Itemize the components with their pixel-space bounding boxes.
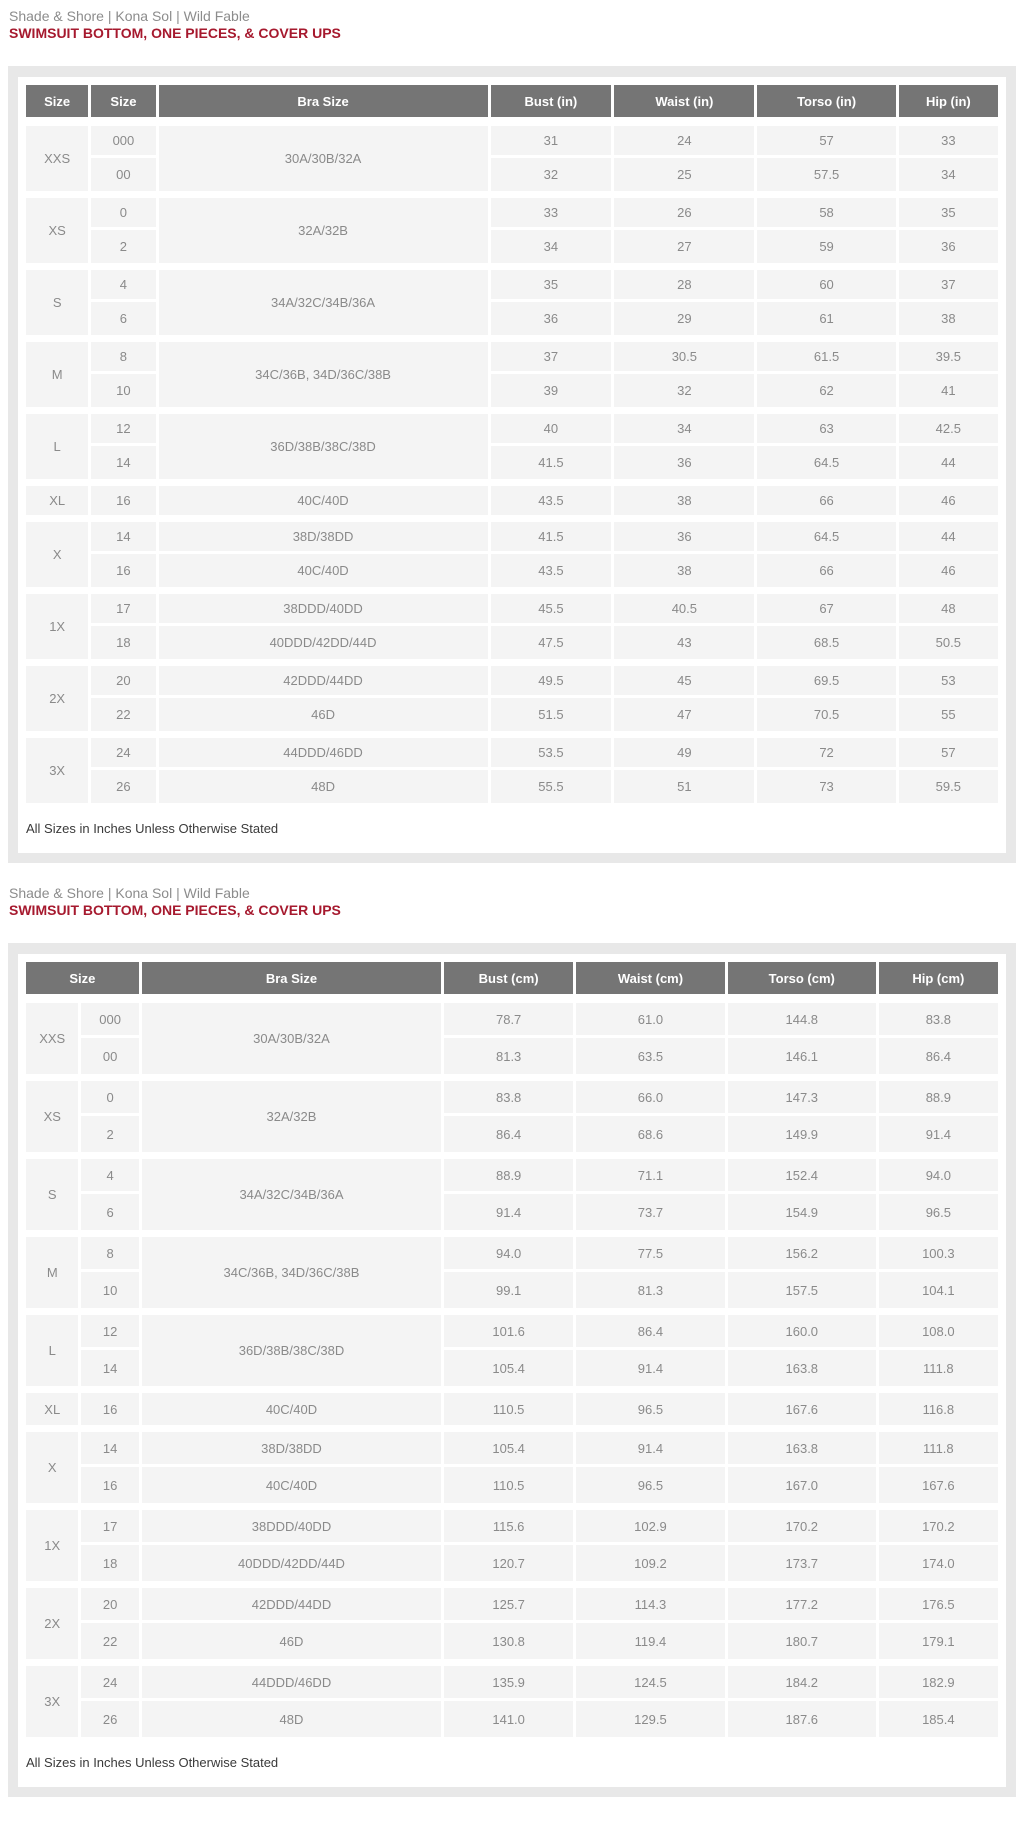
measurement-cell: 119.4	[576, 1623, 725, 1659]
measurement-cell: 57	[899, 734, 998, 767]
numeric-size-cell: 0	[91, 194, 155, 227]
measurement-cell: 47	[614, 698, 754, 731]
bra-size-cell: 40C/40D	[159, 554, 488, 587]
bra-size-cell: 38DDD/40DD	[142, 1506, 442, 1542]
measurement-cell: 180.7	[728, 1623, 876, 1659]
measurement-cell: 86.4	[444, 1116, 573, 1152]
table-row	[26, 554, 998, 587]
table-row	[26, 1584, 998, 1620]
column-header: Size	[26, 85, 88, 119]
size-group-cell: 2X	[26, 662, 88, 731]
bra-size-cell: 36D/38B/38C/38D	[142, 1311, 442, 1386]
measurement-cell: 185.4	[879, 1701, 998, 1737]
numeric-size-cell: 12	[81, 1311, 138, 1347]
size-chart-table-inches	[23, 82, 1001, 806]
brands-line: Shade & Shore | Kona Sol | Wild Fable	[9, 8, 250, 24]
cm-size-chart-panel	[8, 943, 1016, 1797]
measurement-cell: 67	[757, 590, 895, 623]
measurement-cell: 125.7	[444, 1584, 573, 1620]
measurement-cell: 46	[899, 554, 998, 587]
table-row	[26, 999, 998, 1035]
measurement-cell: 135.9	[444, 1662, 573, 1698]
measurement-cell: 71.1	[576, 1155, 725, 1191]
bra-size-cell: 38D/38DD	[159, 518, 488, 551]
measurement-cell: 94.0	[879, 1155, 998, 1191]
numeric-size-cell: 8	[81, 1233, 138, 1269]
measurement-cell: 105.4	[444, 1428, 573, 1464]
measurement-cell: 72	[757, 734, 895, 767]
measurement-cell: 63	[757, 410, 895, 443]
measurement-cell: 48	[899, 590, 998, 623]
measurement-cell: 86.4	[576, 1311, 725, 1347]
measurement-cell: 146.1	[728, 1038, 876, 1074]
measurement-cell: 105.4	[444, 1350, 573, 1386]
measurement-cell: 49.5	[491, 662, 612, 695]
measurement-cell: 64.5	[757, 518, 895, 551]
numeric-size-cell: 17	[91, 590, 155, 623]
measurement-cell: 154.9	[728, 1194, 876, 1230]
bra-size-cell: 32A/32B	[159, 194, 488, 263]
measurement-cell: 35	[899, 194, 998, 227]
size-group-cell: S	[26, 1155, 78, 1230]
measurement-cell: 179.1	[879, 1623, 998, 1659]
measurement-cell: 173.7	[728, 1545, 876, 1581]
measurement-cell: 167.6	[879, 1467, 998, 1503]
measurement-cell: 129.5	[576, 1701, 725, 1737]
measurement-cell: 149.9	[728, 1116, 876, 1152]
measurement-cell: 32	[614, 374, 754, 407]
measurement-cell: 96.5	[576, 1467, 725, 1503]
measurement-cell: 61.0	[576, 999, 725, 1035]
numeric-size-cell: 2	[91, 230, 155, 263]
bra-size-cell: 34C/36B, 34D/36C/38B	[142, 1233, 442, 1308]
measurement-cell: 96.5	[879, 1194, 998, 1230]
measurement-cell: 110.5	[444, 1467, 573, 1503]
measurement-cell: 163.8	[728, 1428, 876, 1464]
measurement-cell: 115.6	[444, 1506, 573, 1542]
measurement-cell: 141.0	[444, 1701, 573, 1737]
measurement-cell: 116.8	[879, 1389, 998, 1425]
measurement-cell: 124.5	[576, 1662, 725, 1698]
measurement-cell: 34	[614, 410, 754, 443]
table-row	[26, 518, 998, 551]
measurement-cell: 147.3	[728, 1077, 876, 1113]
measurement-cell: 104.1	[879, 1272, 998, 1308]
measurement-cell: 66	[757, 554, 895, 587]
measurement-cell: 57	[757, 122, 895, 155]
size-group-cell: 1X	[26, 1506, 78, 1581]
numeric-size-cell: 26	[91, 770, 155, 803]
size-group-cell: XXS	[26, 999, 78, 1074]
measurement-cell: 68.5	[757, 626, 895, 659]
size-group-cell: S	[26, 266, 88, 335]
measurement-cell: 51.5	[491, 698, 612, 731]
bra-size-cell: 48D	[142, 1701, 442, 1737]
measurement-cell: 69.5	[757, 662, 895, 695]
measurement-cell: 29	[614, 302, 754, 335]
inches-size-chart-panel	[8, 66, 1016, 863]
measurement-cell: 102.9	[576, 1506, 725, 1542]
numeric-size-cell: 00	[81, 1038, 138, 1074]
measurement-cell: 32	[491, 158, 612, 191]
column-header: Hip (in)	[899, 85, 998, 119]
measurement-cell: 44	[899, 446, 998, 479]
bra-size-cell: 42DDD/44DD	[159, 662, 488, 695]
measurement-cell: 177.2	[728, 1584, 876, 1620]
measurement-cell: 60	[757, 266, 895, 299]
numeric-size-cell: 4	[81, 1155, 138, 1191]
measurement-cell: 47.5	[491, 626, 612, 659]
measurement-cell: 96.5	[576, 1389, 725, 1425]
measurement-cell: 108.0	[879, 1311, 998, 1347]
size-group-cell: L	[26, 410, 88, 479]
measurement-cell: 41	[899, 374, 998, 407]
measurement-cell: 49	[614, 734, 754, 767]
measurement-cell: 62	[757, 374, 895, 407]
measurement-cell: 182.9	[879, 1662, 998, 1698]
table-row	[26, 1545, 998, 1581]
size-group-cell: L	[26, 1311, 78, 1386]
bra-size-cell: 42DDD/44DD	[142, 1584, 442, 1620]
measurement-cell: 156.2	[728, 1233, 876, 1269]
numeric-size-cell: 8	[91, 338, 155, 371]
table-row	[26, 770, 998, 803]
page-title: SWIMSUIT BOTTOM, ONE PIECES, & COVER UPS	[9, 902, 341, 918]
measurement-cell: 43.5	[491, 482, 612, 515]
measurement-cell: 36	[491, 302, 612, 335]
measurement-cell: 120.7	[444, 1545, 573, 1581]
measurement-cell: 28	[614, 266, 754, 299]
size-group-cell: 3X	[26, 734, 88, 803]
measurement-cell: 51	[614, 770, 754, 803]
numeric-size-cell: 10	[91, 374, 155, 407]
table-row	[26, 626, 998, 659]
numeric-size-cell: 12	[91, 410, 155, 443]
bra-size-cell: 48D	[159, 770, 488, 803]
measurement-cell: 81.3	[576, 1272, 725, 1308]
measurement-cell: 45	[614, 662, 754, 695]
measurement-cell: 61	[757, 302, 895, 335]
measurement-cell: 73	[757, 770, 895, 803]
size-group-cell: 2X	[26, 1584, 78, 1659]
column-header: Torso (in)	[757, 85, 895, 119]
table-row	[26, 1467, 998, 1503]
measurement-cell: 42.5	[899, 410, 998, 443]
numeric-size-cell: 16	[81, 1389, 138, 1425]
column-header: Bust (cm)	[444, 962, 573, 996]
table-row	[26, 1389, 998, 1425]
bra-size-cell: 34A/32C/34B/36A	[142, 1155, 442, 1230]
bra-size-cell: 46D	[142, 1623, 442, 1659]
numeric-size-cell: 26	[81, 1701, 138, 1737]
size-group-cell: XL	[26, 482, 88, 515]
table-row	[26, 590, 998, 623]
measurement-cell: 38	[899, 302, 998, 335]
measurement-cell: 61.5	[757, 338, 895, 371]
measurement-cell: 26	[614, 194, 754, 227]
numeric-size-cell: 6	[81, 1194, 138, 1230]
numeric-size-cell: 2	[81, 1116, 138, 1152]
measurement-cell: 109.2	[576, 1545, 725, 1581]
size-group-cell: M	[26, 338, 88, 407]
measurement-cell: 35	[491, 266, 612, 299]
size-chart-table-cm	[23, 959, 1001, 1740]
numeric-size-cell: 24	[91, 734, 155, 767]
brands-line: Shade & Shore | Kona Sol | Wild Fable	[9, 885, 250, 901]
page-title: SWIMSUIT BOTTOM, ONE PIECES, & COVER UPS	[9, 25, 341, 41]
table-row	[26, 1155, 998, 1191]
measurement-cell: 50.5	[899, 626, 998, 659]
inches-size-chart-section	[8, 8, 1016, 863]
measurement-cell: 174.0	[879, 1545, 998, 1581]
size-group-cell: X	[26, 518, 88, 587]
table-row	[26, 1662, 998, 1698]
measurement-cell: 78.7	[444, 999, 573, 1035]
bra-size-cell: 40C/40D	[142, 1389, 442, 1425]
bra-size-cell: 40DDD/42DD/44D	[159, 626, 488, 659]
bra-size-cell: 40C/40D	[159, 482, 488, 515]
column-header: Torso (cm)	[728, 962, 876, 996]
cm-size-chart-section	[8, 885, 1016, 1797]
table-row	[26, 734, 998, 767]
measurement-cell: 41.5	[491, 518, 612, 551]
column-header: Hip (cm)	[879, 962, 998, 996]
measurement-cell: 91.4	[879, 1116, 998, 1152]
measurement-cell: 77.5	[576, 1233, 725, 1269]
measurement-cell: 46	[899, 482, 998, 515]
column-header: Size	[91, 85, 155, 119]
measurement-cell: 91.4	[576, 1428, 725, 1464]
table-row	[26, 662, 998, 695]
measurement-cell: 86.4	[879, 1038, 998, 1074]
measurement-cell: 37	[491, 338, 612, 371]
measurement-cell: 111.8	[879, 1428, 998, 1464]
measurement-cell: 36	[899, 230, 998, 263]
measurement-cell: 66	[757, 482, 895, 515]
measurement-cell: 152.4	[728, 1155, 876, 1191]
table-row	[26, 266, 998, 299]
bra-size-cell: 38D/38DD	[142, 1428, 442, 1464]
measurement-cell: 63.5	[576, 1038, 725, 1074]
bra-size-cell: 30A/30B/32A	[142, 999, 442, 1074]
table-row	[26, 122, 998, 155]
measurement-cell: 41.5	[491, 446, 612, 479]
measurement-cell: 53	[899, 662, 998, 695]
measurement-cell: 83.8	[879, 999, 998, 1035]
numeric-size-cell: 0	[81, 1077, 138, 1113]
measurement-cell: 36	[614, 446, 754, 479]
measurement-cell: 33	[491, 194, 612, 227]
measurement-cell: 57.5	[757, 158, 895, 191]
measurement-cell: 100.3	[879, 1233, 998, 1269]
measurement-cell: 73.7	[576, 1194, 725, 1230]
bra-size-cell: 40DDD/42DD/44D	[142, 1545, 442, 1581]
table-row	[26, 194, 998, 227]
bra-size-cell: 44DDD/46DD	[142, 1662, 442, 1698]
measurement-cell: 34	[491, 230, 612, 263]
size-group-cell: XS	[26, 194, 88, 263]
numeric-size-cell: 16	[91, 482, 155, 515]
table-row	[26, 1428, 998, 1464]
bra-size-cell: 46D	[159, 698, 488, 731]
measurement-cell: 58	[757, 194, 895, 227]
measurement-cell: 55.5	[491, 770, 612, 803]
bra-size-cell: 30A/30B/32A	[159, 122, 488, 191]
column-header: Size	[26, 962, 139, 996]
measurement-cell: 144.8	[728, 999, 876, 1035]
measurement-cell: 27	[614, 230, 754, 263]
measurement-cell: 59.5	[899, 770, 998, 803]
column-header: Bra Size	[142, 962, 442, 996]
numeric-size-cell: 16	[91, 554, 155, 587]
table-row	[26, 482, 998, 515]
measurement-cell: 55	[899, 698, 998, 731]
measurement-cell: 25	[614, 158, 754, 191]
table-row	[26, 1311, 998, 1347]
measurement-cell: 31	[491, 122, 612, 155]
numeric-size-cell: 18	[91, 626, 155, 659]
size-group-cell: XL	[26, 1389, 78, 1425]
numeric-size-cell: 14	[81, 1428, 138, 1464]
measurement-cell: 66.0	[576, 1077, 725, 1113]
size-group-cell: X	[26, 1428, 78, 1503]
size-group-cell: M	[26, 1233, 78, 1308]
measurement-cell: 167.6	[728, 1389, 876, 1425]
size-group-cell: XS	[26, 1077, 78, 1152]
numeric-size-cell: 14	[81, 1350, 138, 1386]
numeric-size-cell: 000	[81, 999, 138, 1035]
measurement-cell: 111.8	[879, 1350, 998, 1386]
measurement-cell: 88.9	[879, 1077, 998, 1113]
numeric-size-cell: 16	[81, 1467, 138, 1503]
measurement-cell: 68.6	[576, 1116, 725, 1152]
measurement-cell: 39	[491, 374, 612, 407]
measurement-cell: 101.6	[444, 1311, 573, 1347]
measurement-cell: 170.2	[728, 1506, 876, 1542]
measurement-cell: 88.9	[444, 1155, 573, 1191]
numeric-size-cell: 20	[91, 662, 155, 695]
measurement-cell: 37	[899, 266, 998, 299]
measurement-cell: 167.0	[728, 1467, 876, 1503]
measurement-cell: 64.5	[757, 446, 895, 479]
bra-size-cell: 36D/38B/38C/38D	[159, 410, 488, 479]
table-row	[26, 1233, 998, 1269]
table-row	[26, 1506, 998, 1542]
measurement-cell: 34	[899, 158, 998, 191]
bra-size-cell: 44DDD/46DD	[159, 734, 488, 767]
column-header: Bra Size	[159, 85, 488, 119]
size-group-cell: 1X	[26, 590, 88, 659]
bra-size-cell: 34C/36B, 34D/36C/38B	[159, 338, 488, 407]
numeric-size-cell: 000	[91, 122, 155, 155]
size-group-cell: XXS	[26, 122, 88, 191]
numeric-size-cell: 22	[81, 1623, 138, 1659]
table-row	[26, 338, 998, 371]
measurement-cell: 38	[614, 482, 754, 515]
measurement-cell: 184.2	[728, 1662, 876, 1698]
bra-size-cell: 40C/40D	[142, 1467, 442, 1503]
measurement-cell: 114.3	[576, 1584, 725, 1620]
header-row	[26, 962, 998, 996]
bra-size-cell: 32A/32B	[142, 1077, 442, 1152]
bra-size-cell: 38DDD/40DD	[159, 590, 488, 623]
measurement-cell: 40.5	[614, 590, 754, 623]
measurement-cell: 160.0	[728, 1311, 876, 1347]
measurement-cell: 170.2	[879, 1506, 998, 1542]
column-header: Waist (cm)	[576, 962, 725, 996]
measurement-cell: 99.1	[444, 1272, 573, 1308]
measurement-cell: 38	[614, 554, 754, 587]
column-header: Bust (in)	[491, 85, 612, 119]
measurement-cell: 81.3	[444, 1038, 573, 1074]
measurement-cell: 94.0	[444, 1233, 573, 1269]
numeric-size-cell: 10	[81, 1272, 138, 1308]
table-row	[26, 410, 998, 443]
measurement-cell: 43	[614, 626, 754, 659]
measurement-cell: 36	[614, 518, 754, 551]
measurement-cell: 70.5	[757, 698, 895, 731]
measurement-cell: 91.4	[576, 1350, 725, 1386]
measurement-cell: 45.5	[491, 590, 612, 623]
measurement-cell: 91.4	[444, 1194, 573, 1230]
table-row	[26, 1701, 998, 1737]
numeric-size-cell: 24	[81, 1662, 138, 1698]
table-row	[26, 1623, 998, 1659]
measurement-cell: 110.5	[444, 1389, 573, 1425]
footnote: All Sizes in Inches Unless Otherwise Stated	[23, 806, 1001, 853]
footnote: All Sizes in Inches Unless Otherwise Stated	[23, 1740, 1001, 1787]
numeric-size-cell: 6	[91, 302, 155, 335]
measurement-cell: 157.5	[728, 1272, 876, 1308]
numeric-size-cell: 14	[91, 446, 155, 479]
measurement-cell: 53.5	[491, 734, 612, 767]
measurement-cell: 130.8	[444, 1623, 573, 1659]
size-group-cell: 3X	[26, 1662, 78, 1737]
measurement-cell: 59	[757, 230, 895, 263]
measurement-cell: 40	[491, 410, 612, 443]
measurement-cell: 83.8	[444, 1077, 573, 1113]
column-header: Waist (in)	[614, 85, 754, 119]
table-row	[26, 1077, 998, 1113]
measurement-cell: 44	[899, 518, 998, 551]
measurement-cell: 30.5	[614, 338, 754, 371]
header-row	[26, 85, 998, 119]
measurement-cell: 176.5	[879, 1584, 998, 1620]
measurement-cell: 43.5	[491, 554, 612, 587]
numeric-size-cell: 22	[91, 698, 155, 731]
measurement-cell: 163.8	[728, 1350, 876, 1386]
numeric-size-cell: 20	[81, 1584, 138, 1620]
numeric-size-cell: 4	[91, 266, 155, 299]
measurement-cell: 24	[614, 122, 754, 155]
measurement-cell: 33	[899, 122, 998, 155]
table-row	[26, 698, 998, 731]
numeric-size-cell: 17	[81, 1506, 138, 1542]
measurement-cell: 39.5	[899, 338, 998, 371]
bra-size-cell: 34A/32C/34B/36A	[159, 266, 488, 335]
numeric-size-cell: 14	[91, 518, 155, 551]
numeric-size-cell: 18	[81, 1545, 138, 1581]
numeric-size-cell: 00	[91, 158, 155, 191]
measurement-cell: 187.6	[728, 1701, 876, 1737]
